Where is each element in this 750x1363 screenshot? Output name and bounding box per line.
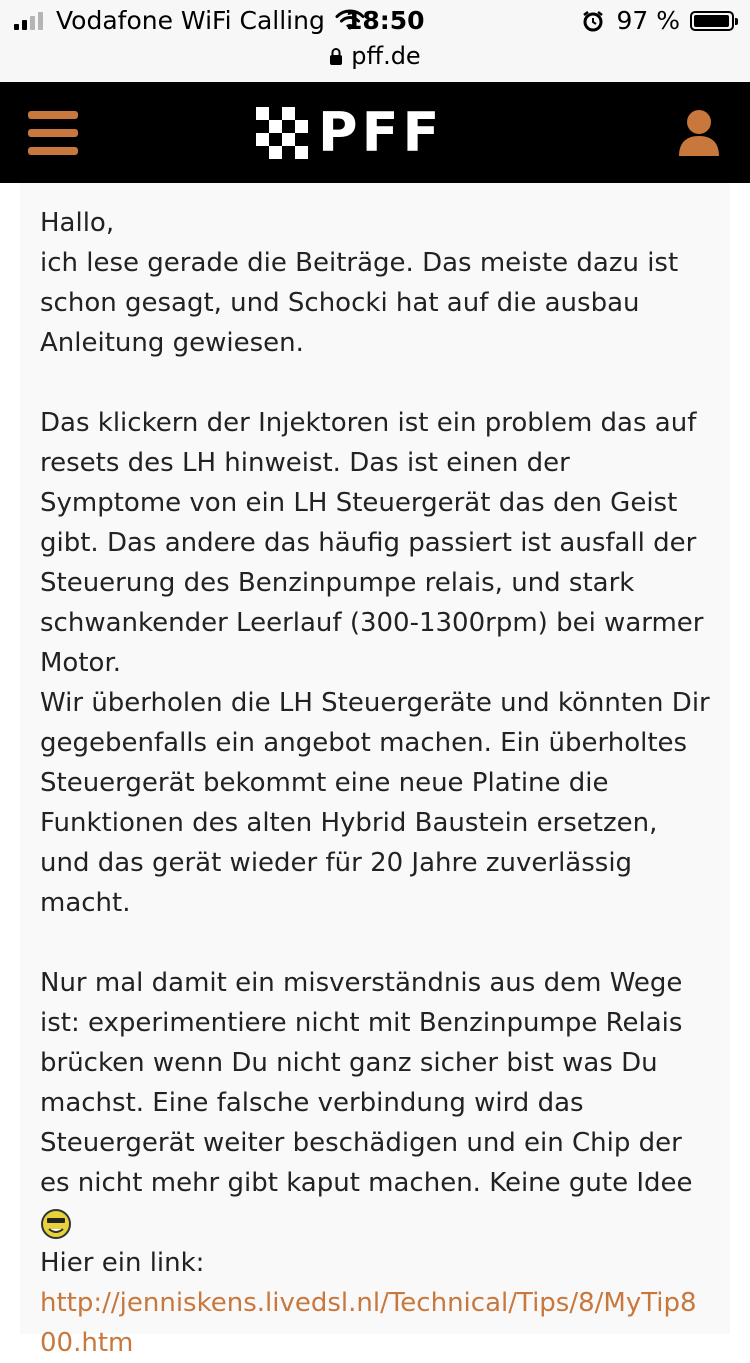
post-link-line — [40, 1283, 710, 1363]
site-logo[interactable] — [256, 101, 444, 164]
status-bar — [0, 0, 750, 82]
post-spacer — [40, 363, 710, 403]
post-paragraph-4 — [40, 963, 710, 1243]
alarm-icon — [582, 10, 604, 32]
menu-icon[interactable] — [28, 111, 78, 155]
carrier-name: Vodafone WiFi Calling — [56, 6, 325, 35]
smiley-emoticon-icon — [40, 1208, 72, 1240]
external-link[interactable]: http://jenniskens.livedsl.nl/Technical/Tips/8/MyTip800.htm — [40, 1288, 697, 1358]
lock-icon — [329, 47, 343, 65]
user-icon[interactable] — [678, 108, 720, 158]
post-paragraph-3: Wir überholen die LH Steuergeräte und könnten Dir gegebenfalls ein angebot machen. Ein überholtes Steuergerät bekommt eine neue Platine die Funktionen des alten Hybrid Baustein ersetzen, und das gerät wieder für 20 Jahre zuverlässig macht. — [40, 688, 718, 918]
signal-strength-icon — [14, 12, 46, 30]
post-paragraph-2: Das klickern der Injektoren ist ein problem das auf resets des LH hinweist. Das ist einen der Symptome von ein LH Steuergerät das den Geist gibt. Das andere das häufig passiert ist ausfall der Steuerung des Benzinpumpe relais, und stark schwankender Leerlauf (300-1300rpm) bei warmer Motor. — [40, 408, 712, 678]
checkered-flag-icon — [256, 107, 308, 159]
post-spacer — [40, 923, 710, 963]
post-greeting: Hallo, — [40, 208, 115, 238]
battery-percent: 97 % — [616, 6, 680, 35]
url-bar[interactable] — [0, 40, 750, 72]
site-header — [0, 82, 750, 183]
logo-text: PFF — [318, 101, 444, 164]
post-container — [20, 183, 730, 1358]
battery-fill — [694, 15, 729, 27]
status-left — [14, 6, 365, 35]
clock: 18:50 — [345, 6, 425, 35]
url-domain: pff.de — [351, 42, 421, 70]
post-paragraph-1: ich lese gerade die Beiträge. Das meiste dazu ist schon gesagt, und Schocki hat auf die ausbau Anleitung gewiesen. — [40, 248, 687, 358]
battery-icon — [690, 11, 734, 31]
link-intro: Hier ein link: — [40, 1248, 205, 1278]
post-paragraph-4-text: Nur mal damit ein misverständnis aus dem Wege ist: experimentiere nicht mit Benzinpumpe Relais brücken wenn Du nicht ganz sicher bist was Du machst. Eine falsche verbindung wird das Steuergerät weiter beschädigen und ein Chip der es nicht mehr gibt kaput machen. Keine gute Idee — [40, 968, 693, 1198]
post-body — [20, 183, 730, 1363]
status-right — [582, 6, 734, 35]
